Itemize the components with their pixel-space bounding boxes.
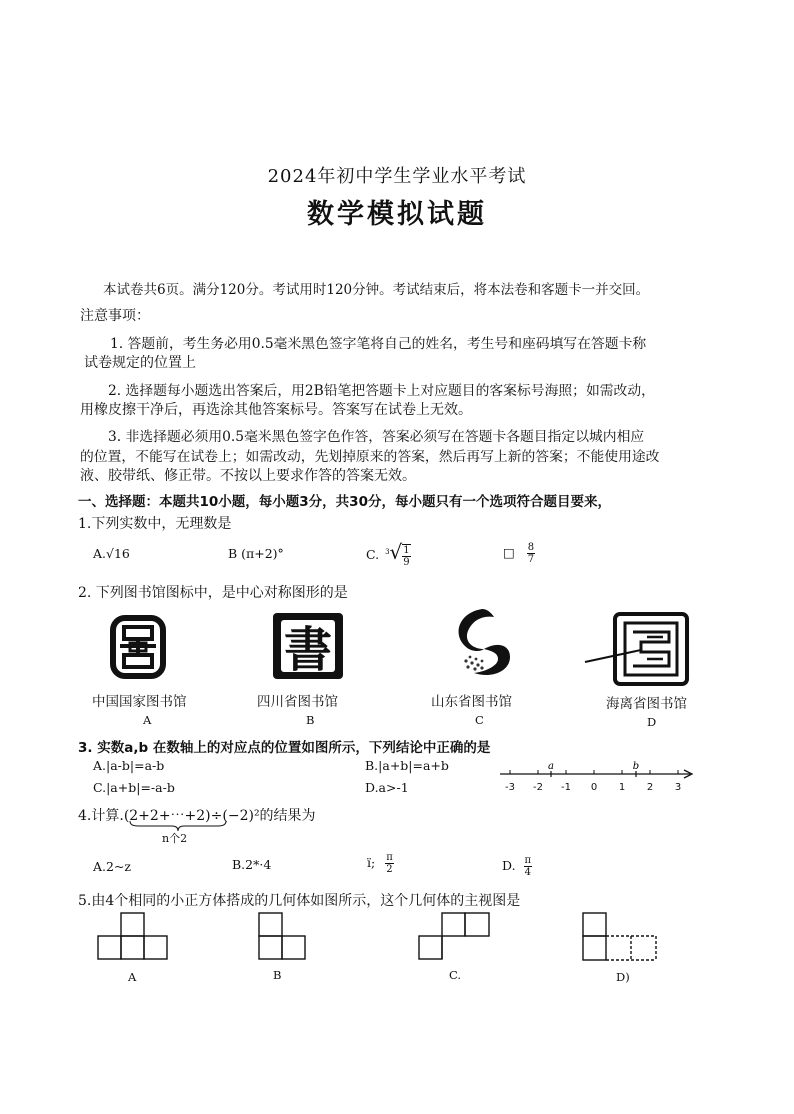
q3-option-c: C.|a+b|=-a-b [93,780,175,795]
notice-1-line2: 试卷规定的位置上 [84,355,196,371]
q2-caption-a: 中国国家图书馆 [92,694,187,710]
q5-option-a-figure [97,912,169,962]
q2-caption-c: 山东省图书馆 [431,694,512,710]
logo-b-glyph: 書 [283,622,333,678]
q4-stem-prefix: 4.计算. [78,808,124,824]
q5-option-b-figure [258,912,308,962]
q4-option-d [502,855,532,878]
exam-subtitle: 数学模拟试题 [307,199,487,230]
q3-option-b: B.|a+b|=a+b [365,758,449,773]
exam-title: 2024年初中学生学业水平考试 [267,166,527,187]
notice-heading: 注意事项： [80,308,150,324]
intro-text: 本试卷共6页。满分120分。考试用时120分钟。考试结束后，将本法卷和客题卡一并交回。 [103,282,650,298]
logo-national-library [108,615,168,680]
q1-option-d [503,542,535,565]
logo-hainan-library [583,612,693,687]
notice-2-line2: 用橡皮擦干净后，再选涂其他答案标号。答案写在试卷上无效。 [80,402,472,418]
axis-tick-label: 0 [590,782,598,793]
q3-option-a: A.|a-b|=a-b [93,758,165,773]
q4-option-d-numerator: π [524,855,532,866]
section-1-heading: 一、选择题：本题共10小题，每小题3分，共30分，每小题只有一个选项符合题目要来， [78,494,611,510]
q4-option-d-label: D. [502,858,516,873]
q4-option-c [367,852,394,875]
logo-sichuan-library [271,611,345,681]
q4-option-d-denominator: 4 [524,867,532,878]
q1-option-d-denominator: 7 [527,554,535,565]
q1-option-d-numerator: 8 [527,542,535,553]
q5-option-d-figure [582,912,660,964]
notice-2-line1: 2. 选择题每小题选出答案后，用2B铅笔把答题卡上对应题目的客案标号海照；如需改动， [108,383,655,399]
q4-option-b: B.2*·4 [232,857,272,872]
q5-letter-d: D) [616,970,630,984]
axis-tick-label: -2 [533,782,543,793]
q3-number-line [498,760,698,796]
q1-option-c-denominator: 9 [403,556,410,568]
notice-3-line1: 3. 非选择题必须用0.5毫米黑色签字色作答，答案必须写在答题卡各题目指定以城内相应 [108,429,645,445]
q1-option-c-label: C. [366,547,380,562]
axis-tick-label: -1 [561,782,571,793]
q2-stem: 2. 下列图书馆图标中，是中心对称图形的是 [78,585,348,601]
point-b-label: b [632,761,640,772]
q2-letter-b: B [306,713,315,727]
notice-3-line3: 液、胶带纸、修正带。不按以上要求作答的答案无效。 [80,468,416,484]
notice-1-line1: 1. 答题前，考生务必用0.5毫米黑色签字笔将自己的姓名，考生号和座码填写在答题卡称 [110,336,647,352]
axis-tick-label: 2 [646,782,654,793]
q3-stem: 3. 实数a,b 在数轴上的对应点的位置如图所示，下列结论中正确的是 [78,740,491,756]
q4-expression-suffix: ÷(−2)²的结果为 [210,808,316,824]
q1-option-c-root-index: 3 [385,547,390,556]
q1-option-b: B (π+2)° [228,546,284,561]
q2-caption-d: 海离省图书馆 [606,696,687,712]
axis-tick-label: 1 [618,782,626,793]
q2-letter-c: C [475,713,484,727]
q4-option-c-label: ï; [367,855,376,870]
logo-shandong-library [448,605,518,685]
notice-3-line2: 的位置，不能写在试卷上；如需改动，先划掉原来的答案，然后再写上新的答案；不能使用途改 [80,449,660,465]
point-a-label: a [548,761,554,772]
q2-caption-b: 四川省图书馆 [257,694,338,710]
q1-option-a: A.√16 [93,546,130,561]
q4-option-c-numerator: π [386,852,393,863]
q2-letter-a: A [143,713,152,727]
q4-option-c-denominator: 2 [386,864,393,875]
q4-expression: (2+2+⋯+2) [123,808,211,824]
q5-letter-b: B [273,968,282,982]
axis-tick-label: 3 [674,782,682,793]
q3-option-d: D.a>-1 [365,780,409,795]
q1-option-d-label: □ [503,545,515,560]
q4-brace-label: n个2 [162,832,188,845]
q5-stem: 5.由4个相同的小正方体搭成的几何体如图所示，这个几何体的主视图是 [78,893,521,909]
axis-tick-label: -3 [505,782,515,793]
q1-option-c: C. $^3$√ $\frac{1}{9}$ [366,540,410,568]
q1-option-c-numerator: 1 [403,544,410,556]
q4-option-a: A.2~z [93,859,132,874]
q2-letter-d: D [647,715,657,729]
q1-stem: 1.下列实数中，无理数是 [78,516,232,532]
q5-letter-a: A [128,970,137,984]
q5-letter-c: C. [449,968,462,982]
q5-option-c-figure [418,912,493,962]
